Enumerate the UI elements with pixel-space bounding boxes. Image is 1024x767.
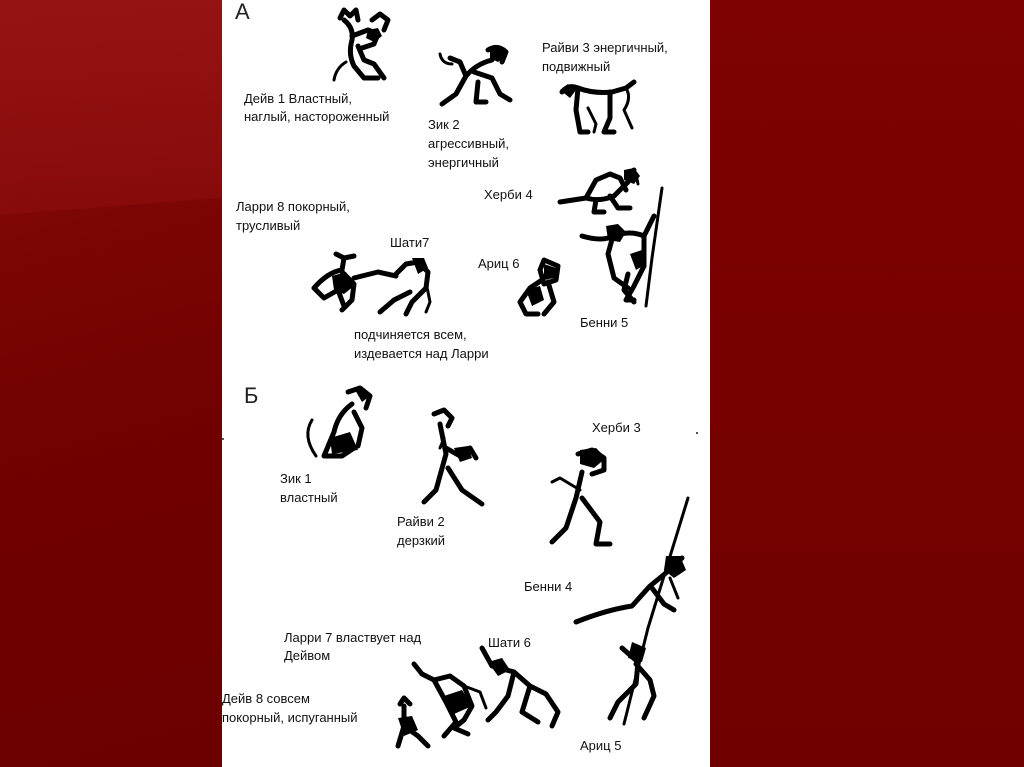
shati-a-note-line-1: подчиняется всем, — [354, 327, 467, 342]
larri-b-line-1: Ларри 7 властвует над — [284, 630, 422, 645]
dave-a-figure — [328, 6, 394, 88]
zik-b-line-1: Зик 1 — [280, 471, 312, 486]
scan-speck — [696, 432, 698, 434]
larri-a-line-2: трусливый — [236, 218, 301, 233]
larri-a-line-1: Ларри 8 покорный, — [236, 199, 350, 214]
slide-background-left — [0, 0, 222, 767]
herbi-a-caption: Херби 4 — [484, 187, 533, 202]
background-diagonal-band — [0, 0, 222, 215]
dave-b-figure — [392, 696, 432, 752]
aric-b-caption: Ариц 5 — [580, 738, 622, 753]
raivi-b-figure — [418, 408, 490, 512]
benni-aric-b-figure — [572, 494, 694, 730]
shati-a-caption: Шати7 — [390, 235, 430, 250]
zik-a-line-1: Зик 2 — [428, 117, 460, 132]
zik-a-line-2: агрессивный, — [428, 136, 509, 151]
dave-a-line-2: наглый, настороженный — [244, 109, 390, 124]
raivi-a-figure — [558, 80, 638, 138]
shati-b-caption: Шати 6 — [488, 635, 531, 650]
dave-a-line-1: Дейв 1 Властный, — [244, 91, 352, 106]
raivi-b-line-1: Райви 2 — [397, 514, 445, 529]
raivi-b-line-2: дерзкий — [397, 533, 446, 548]
raivi-a-line-1: Райви 3 энергичный, — [542, 40, 668, 55]
section-b-letter: Б — [244, 383, 259, 408]
herbi-b-caption: Херби 3 — [592, 420, 641, 435]
zik-b-figure — [302, 384, 376, 464]
shati-b-figure — [478, 644, 568, 730]
shati-a-note-line-2: издевается над Ларри — [354, 346, 489, 361]
zik-a-line-3: энергичный — [428, 155, 499, 170]
zik-a-figure — [434, 42, 516, 108]
benni-a-caption: Бенни 5 — [580, 315, 629, 330]
slide-background-right — [710, 0, 1024, 767]
illustration-panel — [222, 0, 710, 767]
dave-b-line-1: Дейв 8 совсем — [222, 691, 310, 706]
zik-b-line-2: властный — [280, 490, 338, 505]
benni-b-caption: Бенни 4 — [524, 579, 573, 594]
larri-shati-a-figure — [308, 252, 438, 316]
larri-b-line-2: Дейвом — [284, 648, 331, 663]
benni-a-figure — [578, 186, 668, 310]
aric-a-caption: Ариц 6 — [478, 256, 520, 271]
aric-a-figure — [514, 256, 566, 318]
scan-speck — [222, 438, 224, 440]
raivi-a-line-2: подвижный — [542, 59, 611, 74]
section-a-letter: А — [235, 0, 250, 24]
dave-b-line-2: покорный, испуганный — [222, 710, 358, 725]
